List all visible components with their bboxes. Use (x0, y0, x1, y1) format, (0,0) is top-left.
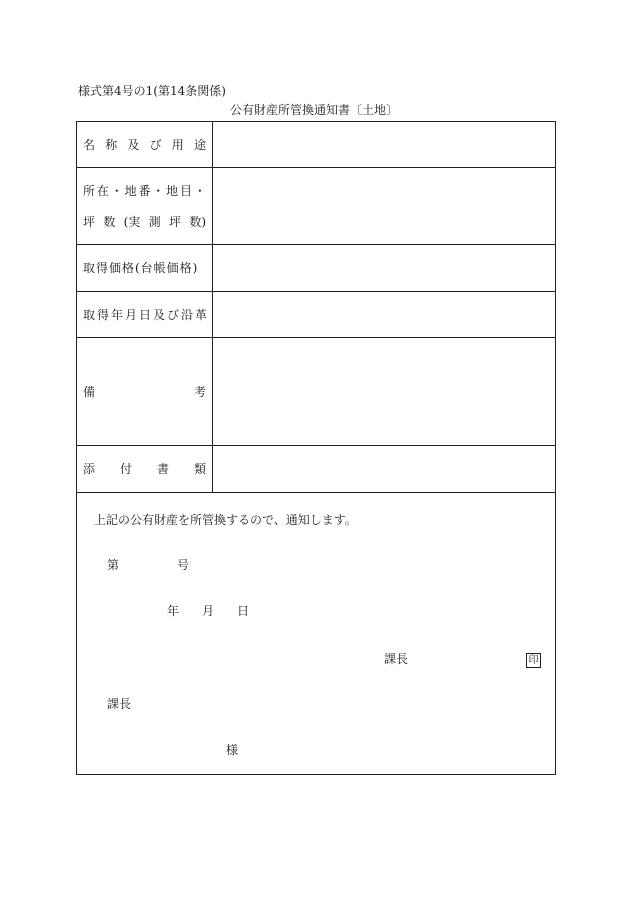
label-cell (77, 168, 213, 244)
location-label-line2 (83, 215, 206, 229)
label-char: 考 (193, 385, 206, 399)
number-prefix: 第 (107, 558, 120, 572)
label-char: 番 (138, 184, 151, 198)
label-char: 数 (103, 215, 116, 229)
label-char: 用 (171, 138, 184, 152)
label-cell (77, 292, 213, 337)
label-char: 添 (83, 462, 96, 476)
attachments-field[interactable] (213, 446, 555, 492)
label-char: 備 (83, 385, 96, 399)
remarks-field[interactable] (213, 338, 555, 445)
row-remarks (77, 338, 555, 446)
label-char: ・ (110, 184, 123, 198)
label-char: ・ (152, 184, 165, 198)
attachments-label (83, 462, 206, 476)
remarks-label (83, 385, 206, 399)
label-char: 在 (96, 184, 109, 198)
date-month: 月 (202, 604, 215, 618)
label-char: 数) (189, 215, 206, 229)
label-char: 及 (127, 138, 140, 152)
label-char: 書 (156, 462, 169, 476)
notice-form-table (76, 121, 556, 775)
acquisition-price-field[interactable] (213, 245, 555, 291)
label-char: ・ (193, 184, 206, 198)
row-attachments (77, 446, 555, 493)
notice-section (77, 493, 555, 774)
label-cell (77, 446, 213, 492)
location-field[interactable] (213, 168, 555, 244)
label-char: び (149, 138, 162, 152)
label-char: 地 (124, 184, 137, 198)
label-char: 目 (180, 184, 193, 198)
acquisition-price-label: 取得価格(台帳価格) (83, 261, 199, 275)
row-acquisition-price (77, 245, 555, 292)
label-cell (77, 122, 213, 167)
honorific: 様 (226, 743, 239, 757)
label-char: 地 (166, 184, 179, 198)
notice-body: 上記の公有財産を所管換するので、通知します。 (94, 513, 357, 527)
label-char: (実 (123, 215, 141, 229)
name-and-use-label (83, 138, 206, 152)
row-acquisition-date (77, 292, 555, 338)
acquisition-date-field[interactable] (213, 292, 555, 337)
label-char: 称 (105, 138, 118, 152)
label-char: 所 (83, 184, 96, 198)
label-char: 類 (193, 462, 206, 476)
location-label-line1 (83, 184, 206, 198)
row-name-and-use (77, 122, 555, 168)
sender-title: 課長 (384, 652, 409, 666)
form-number-label: 様式第4号の1(第14条関係) (78, 84, 226, 98)
label-cell (77, 338, 213, 445)
name-and-use-field[interactable] (213, 122, 555, 167)
seal-stamp: 印 (526, 653, 541, 668)
date-day: 日 (237, 604, 250, 618)
document-title: 公有財産所管換通知書〔土地〕 (230, 103, 399, 117)
label-cell (77, 245, 213, 291)
label-char: 途 (193, 138, 206, 152)
row-location (77, 168, 555, 245)
label-char: 測 (148, 215, 161, 229)
label-char: 名 (83, 138, 96, 152)
number-suffix: 号 (177, 558, 190, 572)
recipient-title: 課長 (107, 697, 132, 711)
date-year: 年 (167, 604, 180, 618)
label-char: 付 (119, 462, 132, 476)
acquisition-date-label: 取得年月日及び沿革 (83, 308, 210, 322)
label-char: 坪 (168, 215, 181, 229)
label-char: 坪 (83, 215, 96, 229)
